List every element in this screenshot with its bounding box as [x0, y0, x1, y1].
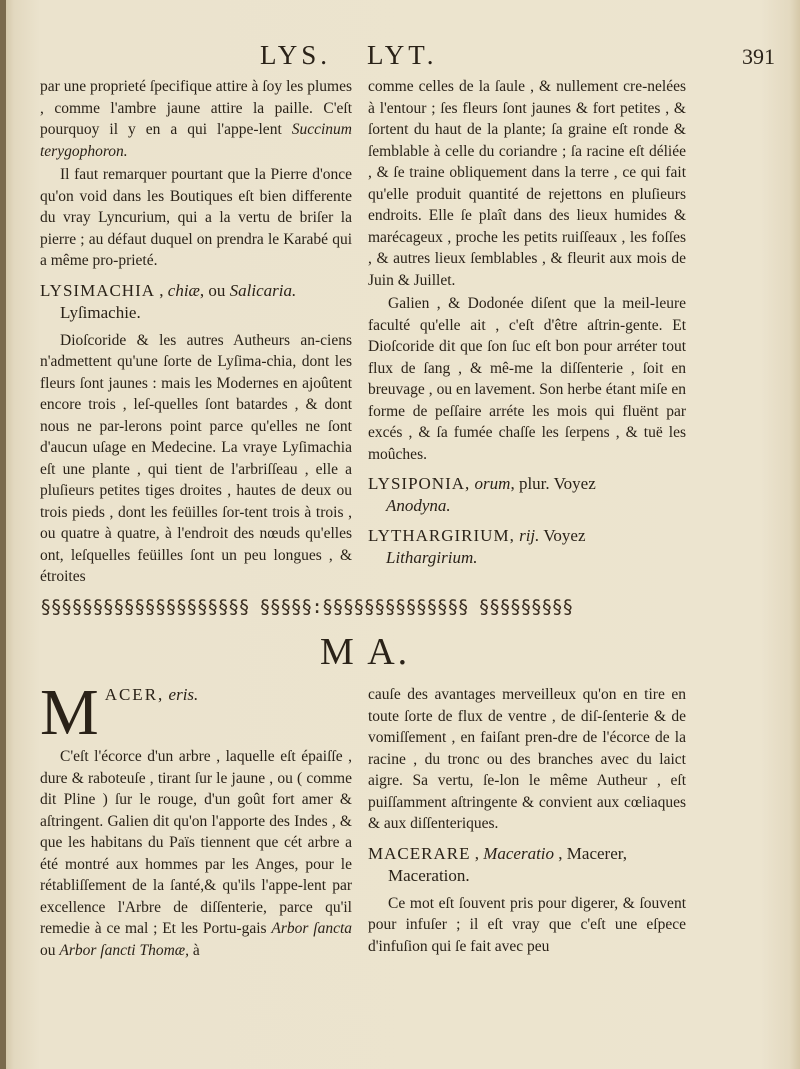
connector: ou — [40, 941, 60, 959]
drop-cap: M — [40, 676, 99, 749]
running-header — [40, 40, 775, 76]
entry-ref: Lithargirium. — [386, 548, 478, 567]
left-column-bottom — [40, 676, 353, 963]
entry-head: LYSIPONIA, — [368, 474, 471, 493]
section-title: M A. — [320, 631, 411, 673]
entry-rest: Voyez — [539, 526, 586, 545]
entry-lysiponia — [368, 473, 686, 517]
entry-macerare: MACERARE , Maceratio , Macerer, Maceration. — [368, 843, 627, 885]
paragraph: cauſe des avantages merveilleux qu'on en tire en toute ſorte de flux de ventre , de diſ-ſenterie & de vomiſſement , en faiſant pren-dre de l'écorce de la racine , du tronc ou des branches avec du laict aigre. Sa vertu, ſe-lon le même Autheur , eſt puiſſamment aſtringente & convient aux cœliaques & aux diſſenteriques. — [368, 686, 686, 832]
entry-head: ACER, — [104, 685, 165, 704]
connector: à — [188, 941, 200, 959]
entry-macer — [40, 676, 352, 749]
paragraph-text: par une proprieté ſpecifique attire à ſoy les plumes , comme l'ambre jaune attire la paille. C'eſt pourquoy il y en a qui l'appe-lent — [40, 78, 352, 138]
paragraph: Ce mot eſt ſouvent pris pour digerer, & ſouvent pour infuſer ; il eſt vray que c'eſt une eſpece d'infuſion qui ſe fait avec peu — [368, 894, 686, 955]
entry-lythargirium — [368, 525, 686, 569]
entry-head: LYTHARGIRIUM, — [368, 526, 515, 545]
paragraph-text: C'eſt l'écorce d'un arbre , laquelle eſt épaiſſe , dure & raboteuſe , tirant ſur le jaune , ou ( comme dit Pline ) ſur le rouge, d'un goût fort amer & aſtringent. Galien dit qu'on l'apporte des Indes , & que les habitans du Païs tiennent que cét arbre a été montré aux hommes par les Anges, pour le rétabliſſement de la ſanté,& qu'ils l'appe-lent par excellence l'Arbre de diſſenterie, parce qu'il remedie à ce mal ; Et les Portu-gais — [40, 748, 352, 937]
entry-italic: Salicaria. — [229, 280, 297, 300]
entry-italic: orum — [474, 474, 511, 493]
entry-french: Maceration. — [388, 865, 470, 885]
header-right: LYT. — [367, 40, 438, 70]
page-number: 391 — [742, 44, 775, 69]
paragraph: comme celles de la ſaule , & nullement cre-nelées à l'entour ; ſes fleurs ſont jaunes & fort petites , & ſortent du haut de la plante; ſa graine eſt ronde & ſemblable à celle du coriandre ; ſa racine eſt déliée , & ſe traine obliquement dans la terre , ce qui fait qu'elle produit quantité de rejettons en pluſieurs endroits. Elle ſe plaît dans des lieux humides & marécageux , proche les petits ruiſſeaux , les foſſes , & autres lieux ſemblables , & fleurit aux mois de Juin & Juillet. — [368, 78, 686, 289]
entry-head: LYSIMACHIA — [40, 280, 156, 300]
page-gutter — [0, 0, 6, 1069]
entry-italic: rij. — [519, 526, 540, 545]
entry-italic: Maceratio — [483, 843, 555, 863]
paragraph: Dioſcoride & les autres Autheurs an-ciens n'admettent qu'une ſorte de Lyſima-chia, dont les fleurs ſont jaunes : mais les Modernes en ajoûtent encore trois , leſ-quelles ſont batardes , & dont nous ne par-lerons point parce qu'elles ne ſont d'aucun uſage en Medecine. La vraye Lyſimachia eſt une plante , qui tient de l'arbriſſeau , elle a pluſieurs petites tiges droites , hautes de deux ou trois pieds , dont les feüilles ſor-tent trois à trois , ou quatre à quatre, à l'endroit des nœuds qu'elles ont, leſquelles feüilles ſont un peu longues , & étroites — [40, 331, 352, 585]
paragraph — [40, 740, 352, 961]
entry-italic: chiæ — [167, 280, 200, 300]
header-left: LYS. — [260, 40, 332, 70]
left-column-top — [40, 76, 352, 590]
entry-ref: Anodyna. — [386, 496, 451, 515]
right-column-top — [368, 76, 686, 575]
entry-rest: , plur. Voyez — [510, 474, 596, 493]
right-column-bottom — [368, 684, 686, 959]
entry-french: Lyſimachie. — [60, 302, 141, 322]
italic-term: Arbor ſancta — [271, 920, 353, 937]
paragraph: Il faut remarquer pourtant que la Pierre d'once qu'on void dans les Boutiques eſt bien differente du vray Lyncurium, qui a la vertu de briſer la pierre ; au défaut duquel on prendra le Karabé qui a même pro-prieté. — [40, 166, 352, 269]
paragraph: Galien , & Dodonée diſent que la meil-leure faculté qu'elle ait , c'eſt d'être aſtrin-gente. Et Dioſcoride dit que ſon ſuc eſt bon pour arréter tout flux de ſang , & mê-me la diſſenterie , ſoit en breuvage , ou en lavement. Son herbe étant miſe en forme de peſſaire arréte les mois qui fluënt par excés , & ſa fumée chaſſe les ſerpens , & tuë les moûches. — [368, 295, 686, 463]
entry-head: MACERARE — [368, 843, 471, 863]
entry-rest: , Macerer, — [558, 843, 627, 863]
entry-or: , ou — [199, 280, 226, 300]
italic-term: Arbor ſancti Thomæ, — [59, 941, 189, 959]
entry-lysimachia: LYSIMACHIA , chiæ, ou Salicaria. Lyſimachie. — [40, 280, 297, 322]
entry-italic: eris. — [168, 685, 199, 704]
paragraph — [40, 76, 352, 162]
italic-term: Succinum terygophoron. — [40, 121, 352, 160]
ornamental-border: §§§§§§§§§§§§§§§§§§§§ §§§§§:§§§§§§§§§§§§§§ §§§§§§§§§ — [40, 596, 573, 618]
